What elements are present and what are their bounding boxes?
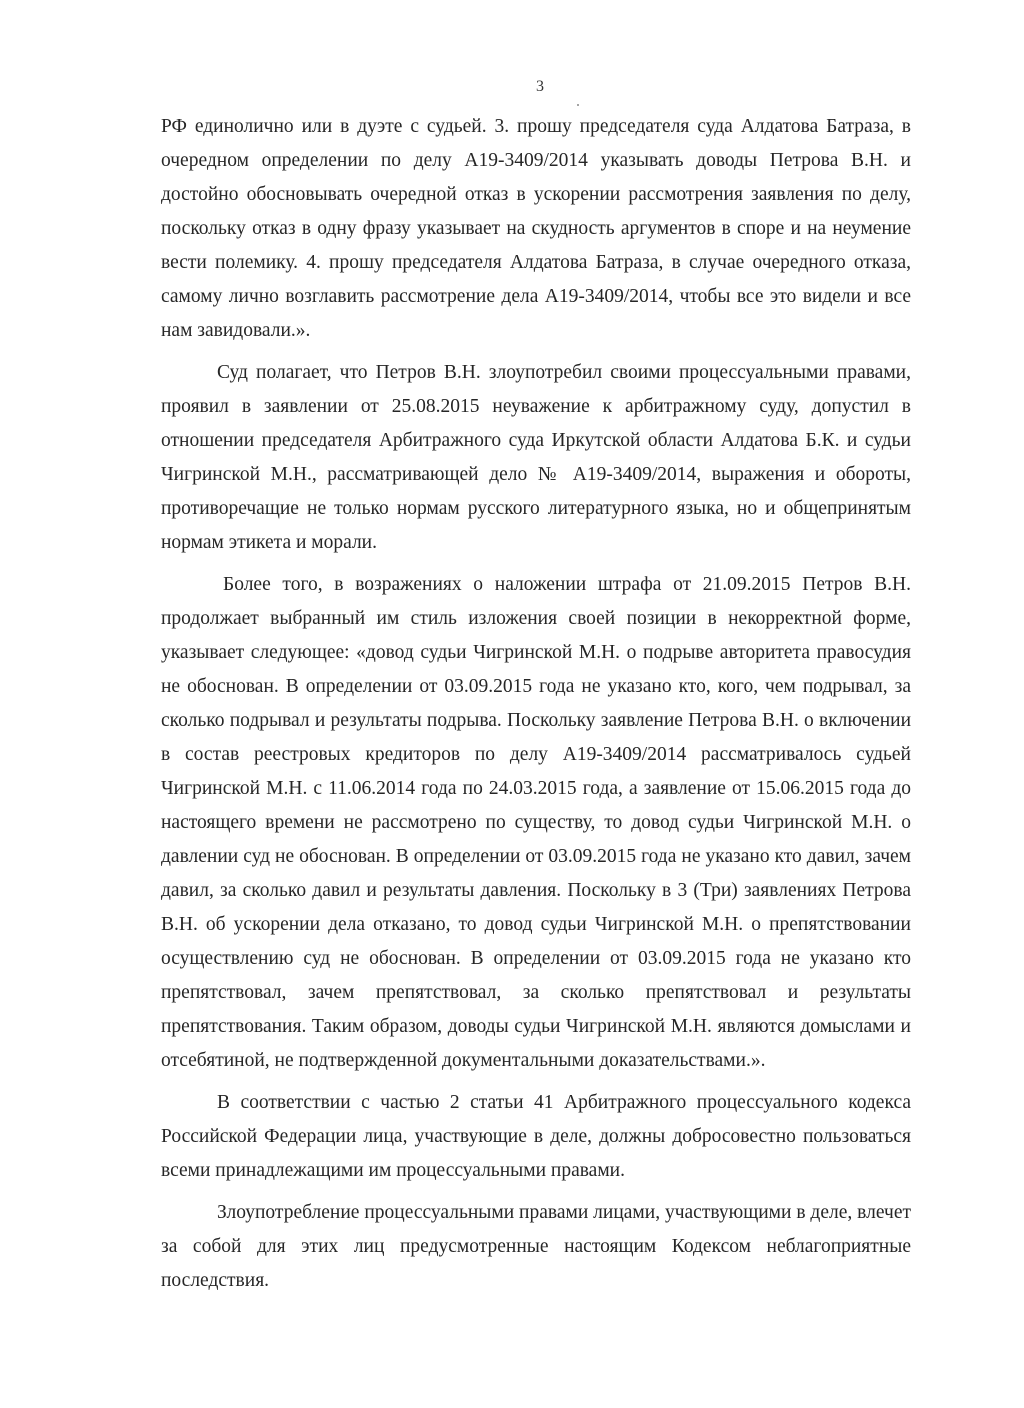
paragraph-objections: Более того, в возражениях о наложении штрафа от 21.09.2015 Петров В.Н. продолжает выбранный им стиль изложения своей позиции в некорректной форме, указывает следующее: «довод судьи Чигринской М.Н. о подрыве авторитета правосудия не обоснован. В определении от 03.09.2015 года не указано кто, кого, чем подрывал, за сколько подрывал и результаты подрыва. Поскольку заявление Петрова В.Н. о включении в состав реестровых кредиторов по делу А19-3409/2014 рассматривалось судьей Чигринской М.Н. с 11.06.2014 года по 24.03.2015 года, а заявление от 15.06.2015 года до настоящего времени не рассмотрено по существу, то довод судьи Чигринской М.Н. о давлении суд не обоснован. В определении от 03.09.2015 года не указано кто давил, зачем давил, за сколько давил и результаты давления. Поскольку в 3 (Три) заявлениях Петрова В.Н. об ускорении дела отказано, то довод судьи Чигринской М.Н. о препятствовании осуществлению суд не обоснован. В определении от 03.09.2015 года не указано кто препятствовал, зачем препятствовал, за сколько препятствовал и результаты препятствования. Таким образом, доводы судьи Чигринской М.Н. являются домыслами и отсебятиной, не подтвержденной документальными доказательствами.». (161, 574, 911, 1071)
scan-speck (577, 104, 579, 106)
paragraph-law-reference: В соответствии с частью 2 статьи 41 Арбитражного процессуального кодекса Российской Федерации лица, участвующие в деле, должны добросовестно пользоваться всеми принадлежащими им процессуальными правами. (161, 1092, 911, 1181)
document-body (161, 110, 911, 1306)
page-number: 3 (536, 78, 544, 95)
paragraph-continuation: РФ единолично или в дуэте с судьей. 3. прошу председателя суда Алдатова Батраза, в очередном определении по делу А19-3409/2014 указывать доводы Петрова В.Н. и достойно обосновывать очередной отказ в ускорении рассмотрения заявления по делу, поскольку отказ в одну фразу указывает на скудность аргументов в споре и на неумение вести полемику. 4. прошу председателя Алдатова Батраза, в случае очередного отказа, самому лично возглавить рассмотрение дела А19-3409/2014, чтобы все это видели и все нам завидовали.». (161, 116, 911, 341)
paragraph-court-opinion: Суд полагает, что Петров В.Н. злоупотребил своими процессуальными правами, проявил в заявлении от 25.08.2015 неуважение к арбитражному суду, допустил в отношении председателя Арбитражного суда Иркутской области Алдатова Б.К. и судьи Чигринской М.Н., рассматривающей дело № А19-3409/2014, выражения и обороты, противоречащие не только нормам русского литературного языка, но и общепринятым нормам этикета и морали. (161, 362, 911, 553)
paragraph-consequences: Злоупотребление процессуальными правами лицами, участвующими в деле, влечет за собой для этих лиц предусмотренные настоящим Кодексом неблагоприятные последствия. (161, 1202, 911, 1291)
